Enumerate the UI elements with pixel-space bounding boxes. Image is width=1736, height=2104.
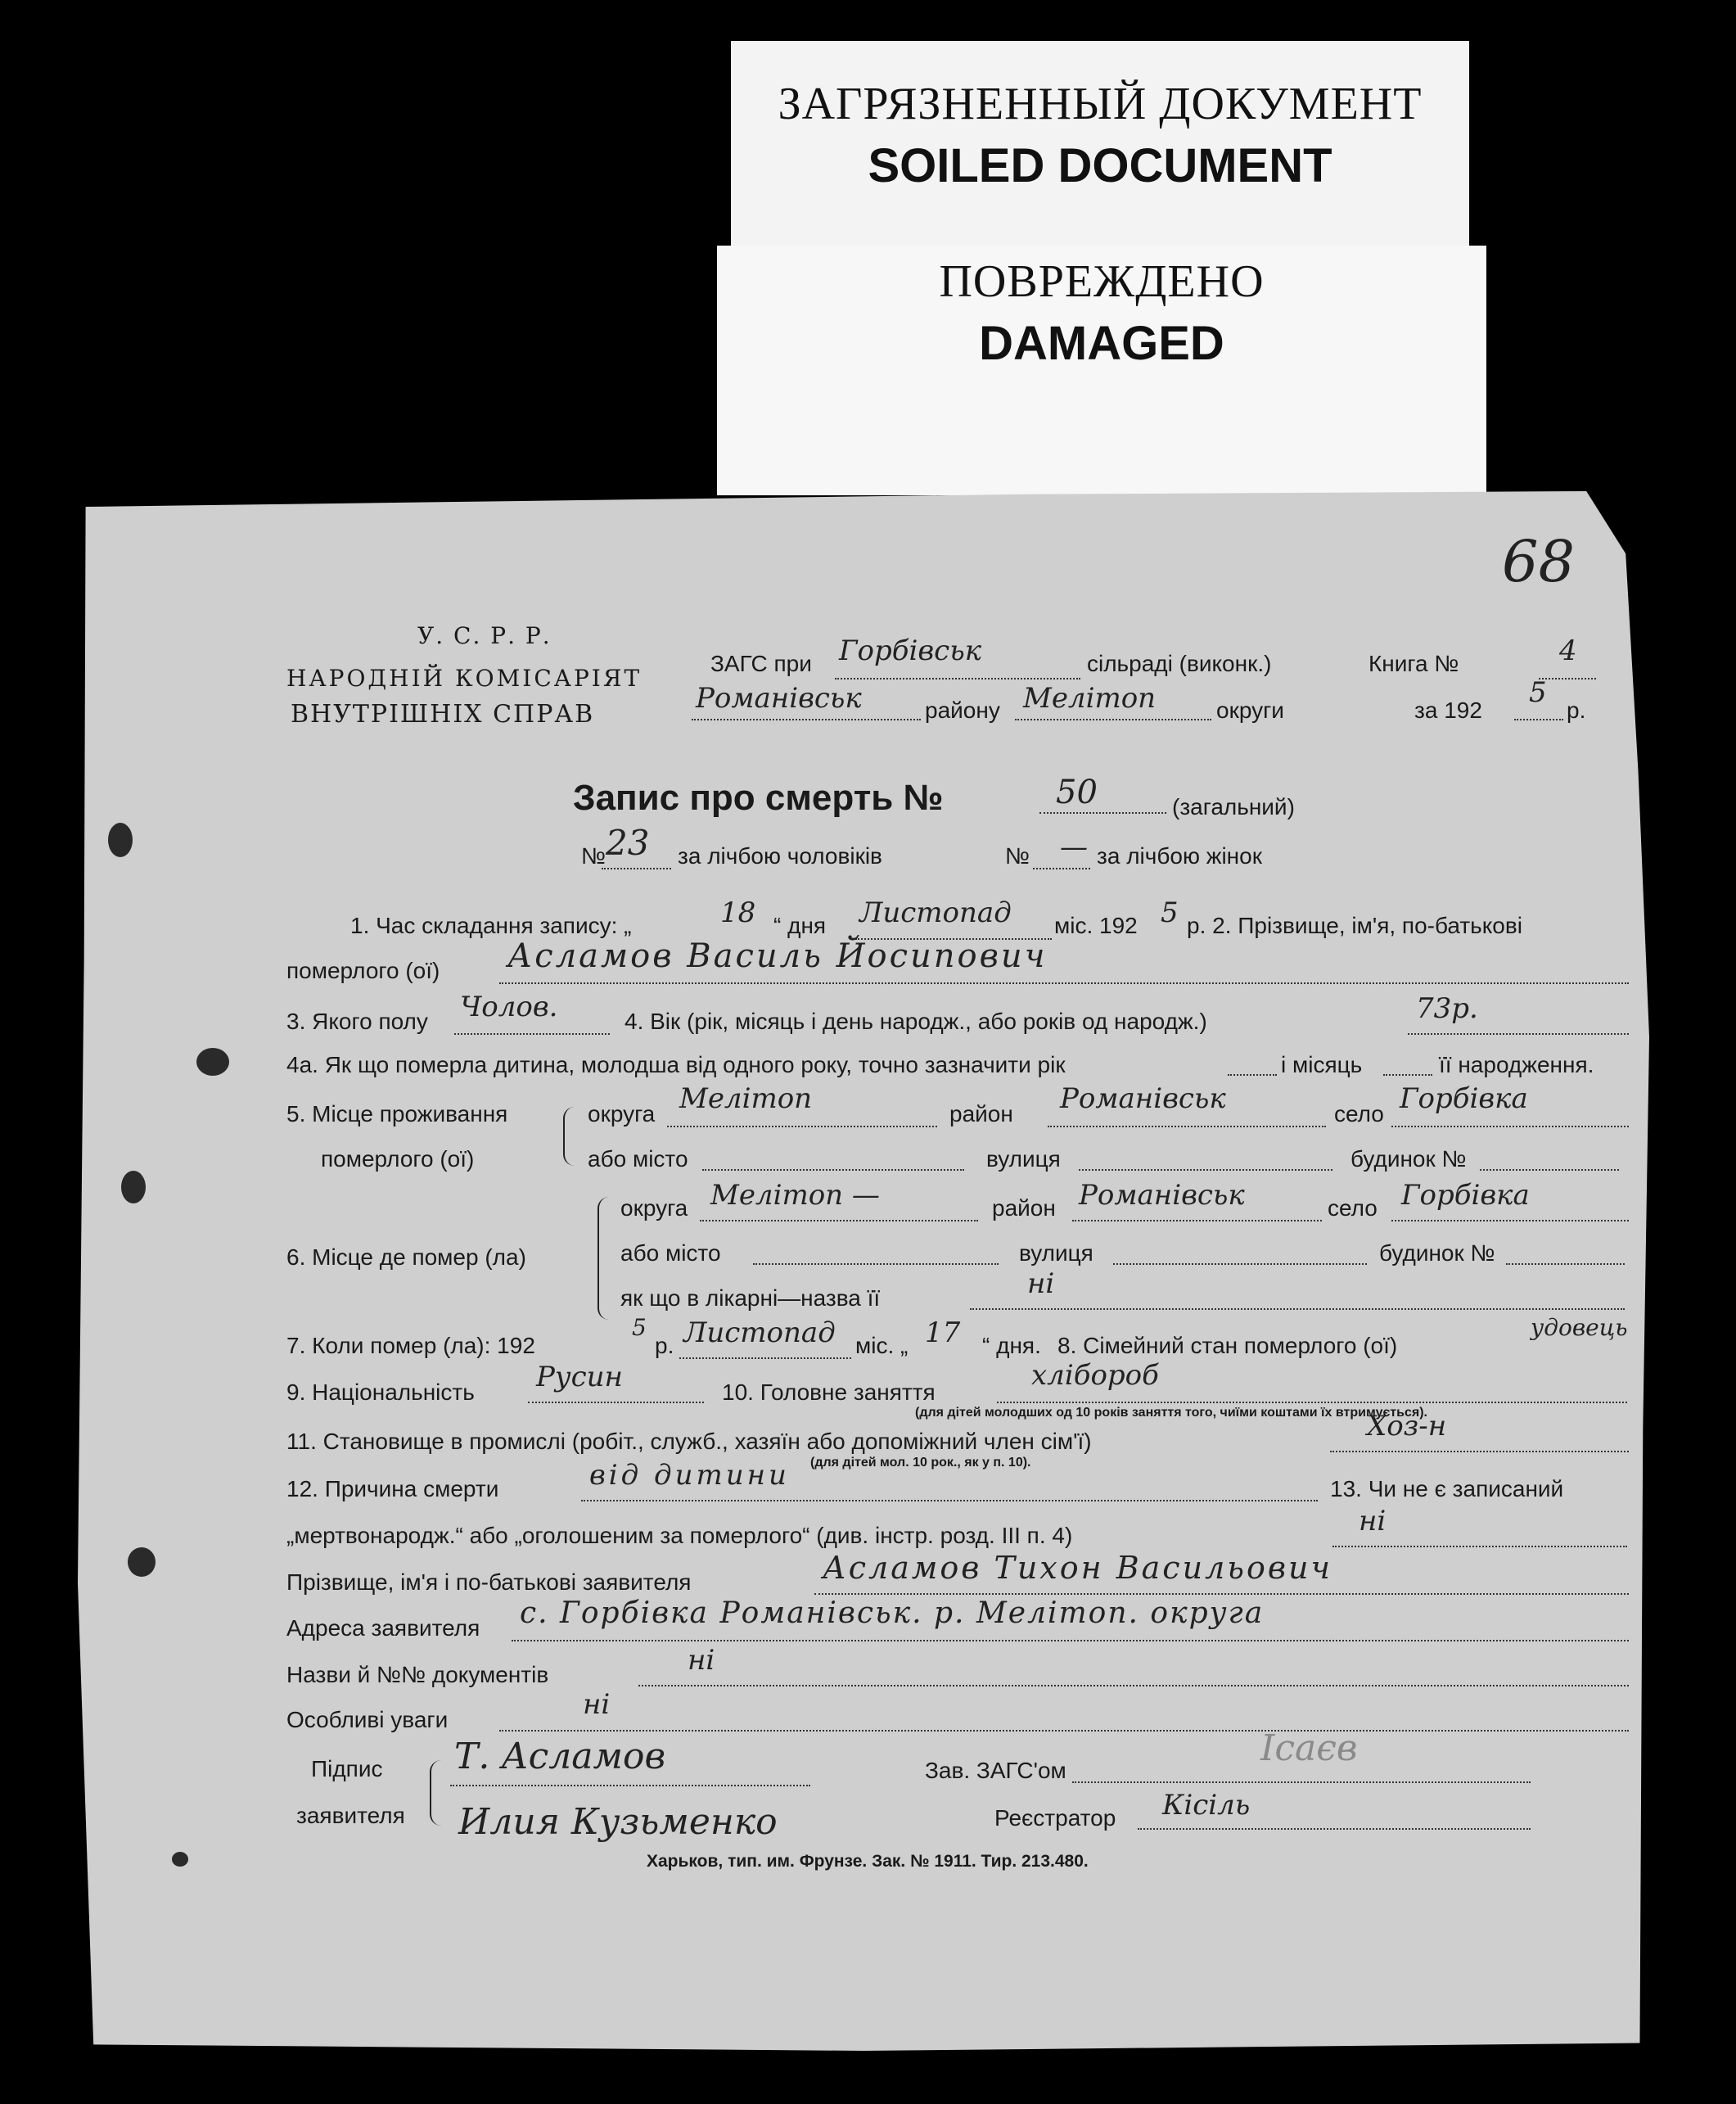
death-year: 5 — [632, 1314, 647, 1341]
record-title: Запис про смерть № — [573, 778, 944, 818]
field-6-okruha-label: округа — [620, 1195, 688, 1221]
field-5-budynok-line — [1480, 1169, 1619, 1171]
field-6-budynok-label: будинок № — [1379, 1240, 1495, 1266]
field-13-line — [1332, 1546, 1627, 1547]
docs-value: ні — [688, 1644, 715, 1677]
field-1-label-c: міс. 192 — [1054, 913, 1138, 938]
field-6-vulytsia-label: вулиця — [1019, 1240, 1093, 1266]
field-13-label: 13. Чи не є записаний — [1330, 1476, 1564, 1501]
field-5-budynok-label: будинок № — [1350, 1146, 1467, 1172]
age-value: 73р. — [1416, 992, 1478, 1025]
applicant-name: Асламов Тихон Васильович — [823, 1550, 1333, 1586]
field-5-misto-label: або місто — [588, 1146, 688, 1172]
field-6-brace — [597, 1197, 612, 1320]
field-1-label-a: 1. Час складання запису: „ — [350, 913, 632, 938]
damaged-label-ru: ПОВРЕЖДЕНО — [939, 256, 1265, 307]
field-6-likarnia-line — [970, 1308, 1625, 1310]
field-5-misto-line — [702, 1169, 964, 1171]
okruhy-label: округи — [1216, 698, 1284, 723]
signature-brace — [430, 1760, 441, 1826]
field-10-line — [997, 1402, 1627, 1403]
occupation-value: хлібороб — [1031, 1359, 1159, 1392]
field-5-okruha-line — [667, 1126, 937, 1127]
registrar-line — [1138, 1828, 1531, 1830]
address-line — [512, 1640, 1629, 1641]
book-value: 4 — [1559, 634, 1577, 667]
women-line — [1033, 868, 1090, 869]
soiled-label-en: SOILED DOCUMENT — [868, 139, 1332, 192]
field-6-raion-label: район — [992, 1195, 1056, 1221]
notes-value: ні — [583, 1688, 611, 1721]
field-1-month: Листопад — [859, 896, 1012, 929]
residence-okruha: Мелітоп — [679, 1082, 813, 1115]
nationality-value: Русин — [536, 1361, 623, 1393]
raion-line — [692, 719, 921, 720]
field-2-line — [499, 982, 1629, 984]
sex-value: Чолов. — [460, 991, 558, 1023]
women-label: за лічбою жінок — [1097, 843, 1262, 869]
field-6-vulytsia-line — [1113, 1263, 1367, 1265]
stillborn-value: ні — [1359, 1505, 1387, 1537]
field-3-line — [454, 1033, 610, 1035]
docs-line — [638, 1685, 1629, 1686]
applicant-label: Прізвище, ім'я і по-батькові заявителя — [286, 1569, 692, 1595]
men-count-value: 23 — [606, 823, 650, 863]
field-6-label: 6. Місце де помер (ла) — [286, 1244, 526, 1270]
field-8-label: 8. Сімейний стан померлого (ої) — [1057, 1333, 1398, 1358]
address-label: Адреса заявителя — [286, 1615, 480, 1641]
zags-head-line — [1072, 1781, 1531, 1783]
field-7-label-c: міс. „ — [855, 1333, 909, 1358]
field-10-label: 10. Головне заняття — [722, 1379, 936, 1405]
zags-head-signature: Ісаєв — [1260, 1727, 1358, 1769]
field-4-label: 4. Вік (рік, місяць і день народж., або років од народж.) — [625, 1009, 1207, 1034]
zagalnyi-label: (загальний) — [1172, 794, 1295, 819]
death-place-okruha: Мелітоп — — [710, 1179, 880, 1212]
za-year-label: за 192 — [1414, 698, 1482, 723]
field-11-line — [1330, 1451, 1629, 1452]
applicant-signature-line — [450, 1785, 810, 1786]
field-5-brace — [563, 1107, 576, 1166]
field-6-selo-line — [1391, 1220, 1629, 1221]
docs-label: Назви й №№ документів — [286, 1662, 549, 1687]
commissariat-header: НАРОДНІЙ КОМІСАРІЯТ — [286, 665, 643, 692]
applicant-address: с. Горбівка Романівськ. р. Мелітоп. округа — [520, 1596, 1265, 1630]
second-signature: Илия Кузьменко — [458, 1801, 778, 1843]
damaged-label-en: DAMAGED — [979, 317, 1224, 370]
field-6-misto-label: або місто — [620, 1240, 721, 1266]
book-line — [1539, 678, 1596, 680]
field-4a-label-c: її народження. — [1439, 1052, 1594, 1077]
field-6-okruha-line — [700, 1220, 978, 1221]
field-4a-label-a: 4а. Як що померла дитина, молодша від одного року, точно зазначити рік — [286, 1052, 1066, 1077]
year-r-label: р. — [1567, 698, 1586, 723]
field-7-month-line — [679, 1357, 851, 1359]
marital-status-value: удовець — [1531, 1314, 1628, 1341]
applicant-line — [814, 1593, 1629, 1595]
field-2-label: померлого (ої) — [286, 958, 440, 983]
field-6-likarnia-label: як що в лікарні—назва її — [620, 1285, 881, 1311]
status-value: Хоз-н — [1367, 1410, 1447, 1443]
field-12-label: 12. Причина смерти — [286, 1476, 499, 1501]
field-5-raion-line — [1048, 1126, 1326, 1127]
punch-hole — [172, 1852, 188, 1867]
zags-label: ЗАГС при — [710, 651, 812, 676]
field-6-selo-label: село — [1328, 1195, 1378, 1221]
registrar-label: Реєстратор — [994, 1805, 1116, 1831]
okruha-value: Мелітоп — [1023, 682, 1157, 715]
signature-applicant-label: заявителя — [296, 1803, 405, 1828]
raion-value: Романівськ — [696, 682, 862, 715]
men-no-label: № — [581, 843, 606, 869]
field-5-raion-label: район — [949, 1101, 1013, 1126]
field-1-label-d: р. 2. Прізвище, ім'я, по-батькові — [1187, 913, 1522, 938]
field-1-year: 5 — [1161, 896, 1179, 929]
raionu-label: району — [925, 698, 1000, 723]
ussr-header: У. С. Р. Р. — [417, 622, 552, 649]
field-5-vulytsia-line — [1079, 1169, 1332, 1171]
field-5-label-1: 5. Місце проживання — [286, 1101, 508, 1126]
applicant-signature: Т. Асламов — [454, 1736, 666, 1777]
zags-value: Горбівськ — [839, 634, 982, 667]
field-3-label: 3. Якого полу — [286, 1009, 428, 1034]
field-5-vulytsia-label: вулиця — [986, 1146, 1061, 1172]
field-5-okruha-label: округа — [588, 1101, 656, 1126]
field-6-budynok-line — [1506, 1263, 1625, 1265]
men-label: за лічбою чоловіків — [678, 843, 882, 869]
field-7-label-b: р. — [655, 1333, 674, 1358]
field-11-note: (для дітей мол. 10 рок., як у п. 10). — [810, 1456, 1031, 1470]
damaged-document-label — [717, 246, 1486, 495]
field-5-selo-label: село — [1334, 1101, 1384, 1126]
zags-line — [835, 678, 1080, 680]
women-count-value: — — [1060, 831, 1088, 864]
okruha-line — [1015, 719, 1211, 720]
field-5-selo-line — [1391, 1126, 1629, 1127]
soiled-label-ru: ЗАГРЯЗНЕННЫЙ ДОКУМЕНТ — [778, 79, 1423, 129]
signature-label: Підпис — [311, 1756, 383, 1781]
field-6-misto-line — [753, 1263, 999, 1265]
field-11-label: 11. Становище в промислі (робіт., служб., хазяїн або допоміжний член сім'ї) — [286, 1429, 1092, 1454]
field-5-label-2: померлого (ої) — [321, 1146, 475, 1172]
page-number: 68 — [1502, 528, 1576, 595]
year-line — [1514, 719, 1563, 720]
zags-head-label: Зав. ЗАГС'ом — [925, 1758, 1066, 1783]
internal-affairs-header: ВНУТРІШНІХ СПРАВ — [291, 700, 595, 729]
field-4a-month-line — [1383, 1074, 1432, 1076]
field-12-line — [581, 1500, 1318, 1501]
cause-of-death-value: від дитини — [589, 1459, 790, 1492]
year-value: 5 — [1529, 676, 1547, 709]
field-10-note: (для дітей молодших од 10 років заняття того, чиїми коштами їх втримується). — [915, 1406, 1427, 1420]
field-7-label-d: “ дня. — [982, 1333, 1041, 1358]
punch-hole — [108, 823, 133, 857]
field-6-raion-line — [1072, 1220, 1322, 1221]
notes-line — [499, 1730, 1629, 1732]
field-1-label-b: “ дня — [773, 913, 827, 938]
field-7-label-a: 7. Коли помер (ла): 192 — [286, 1333, 535, 1358]
death-month: Листопад — [683, 1316, 836, 1349]
deceased-name: Асламов Василь Йосипович — [507, 937, 1048, 975]
field-13-text: „мертвонародж.“ або „оголошеним за померлого“ (див. інстр. розд. III п. 4) — [286, 1523, 1073, 1548]
book-label: Книга № — [1369, 651, 1459, 676]
punch-hole — [121, 1171, 146, 1203]
death-place-selo: Горбівка — [1401, 1179, 1530, 1212]
field-4-line — [1408, 1033, 1629, 1035]
field-1-day: 18 — [720, 896, 756, 929]
field-9-line — [528, 1402, 704, 1403]
punch-hole — [196, 1048, 229, 1076]
notes-label: Особливі уваги — [286, 1707, 449, 1732]
printer-imprint: Харьков, тип. им. Фрунзе. Зак. № 1911. Тир. 213.480. — [647, 1852, 1089, 1871]
record-number: 50 — [1056, 774, 1098, 811]
punch-hole — [128, 1547, 156, 1577]
record-number-line — [1039, 812, 1166, 814]
death-place-raion: Романівськ — [1079, 1179, 1245, 1212]
men-line — [602, 868, 671, 869]
residence-raion: Романівськ — [1060, 1082, 1226, 1115]
soiled-document-label — [731, 41, 1469, 254]
hospital-value: ні — [1027, 1267, 1055, 1300]
death-day: 17 — [925, 1316, 961, 1349]
registrar-signature: Кісіль — [1162, 1789, 1251, 1822]
field-4a-label-b: і місяць — [1281, 1052, 1363, 1077]
residence-selo: Горбівка — [1400, 1082, 1528, 1115]
field-9-label: 9. Національність — [286, 1379, 475, 1405]
women-no-label: № — [1005, 843, 1030, 869]
silradi-label: сільраді (виконк.) — [1087, 651, 1272, 676]
field-4a-year-line — [1228, 1074, 1277, 1076]
